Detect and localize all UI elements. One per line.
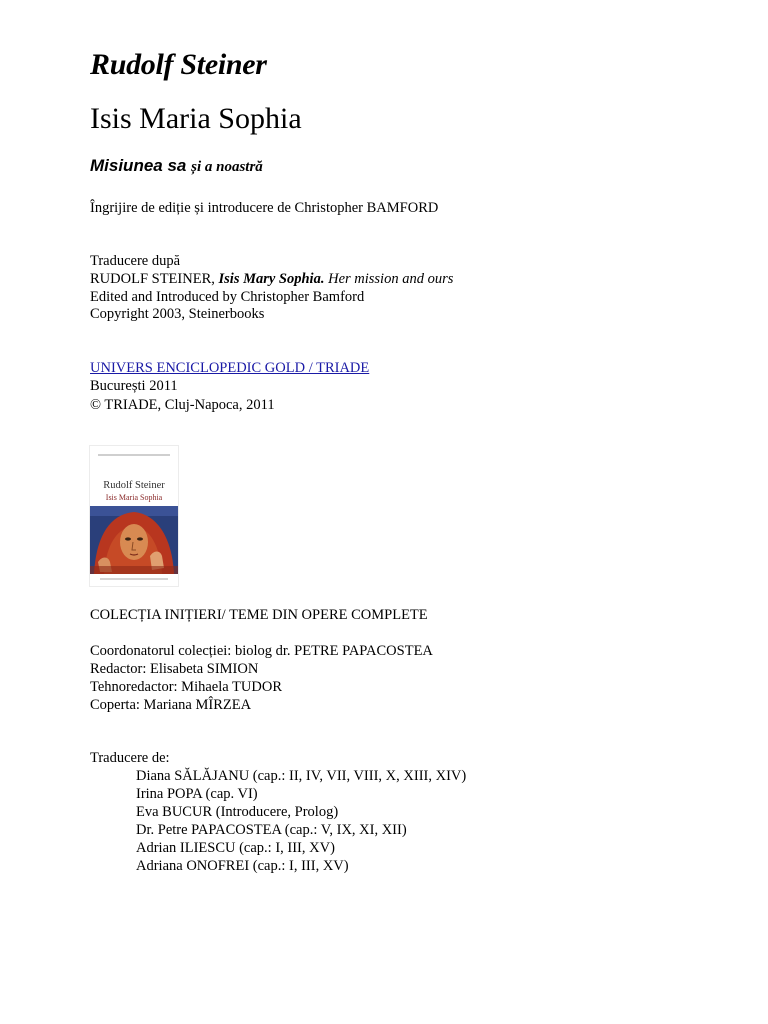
original-title: Isis Mary Sophia. (218, 271, 325, 287)
cover-title: Isis Maria Sophia (105, 493, 163, 502)
cover-icon-painting (90, 506, 178, 574)
editor-credit: Redactor: Elisabeta SIMION (90, 661, 259, 677)
original-edition-line (90, 270, 453, 288)
translation-source-label: Traducere după (90, 253, 181, 269)
publisher-link[interactable]: UNIVERS ENCICLOPEDIC GOLD / TRIADE (90, 360, 370, 376)
icon-painting-illustration (90, 506, 178, 574)
cover-author: Rudolf Steiner (103, 480, 165, 491)
typesetter-credit: Tehnoredactor: Mihaela TUDOR (90, 679, 282, 695)
translator-item: Dr. Petre PAPACOSTEA (cap.: V, IX, XI, XII) (136, 822, 407, 838)
original-edited-by: Edited and Introduced by Christopher Bamford (90, 289, 365, 305)
collection-coordinator: Coordonatorul colecției: biolog dr. PETRE PAPACOSTEA (90, 643, 433, 659)
original-copyright: Copyright 2003, Steinerbooks (90, 306, 265, 322)
translator-item: Adrian ILIESCU (cap.: I, III, XV) (136, 840, 335, 856)
cover-top-strip (98, 454, 170, 456)
translator-item: Irina POPA (cap. VI) (136, 786, 258, 802)
publisher-city-year: București 2011 (90, 378, 178, 394)
translator-item: Adriana ONOFREI (cap.: I, III, XV) (136, 858, 349, 874)
translators-label: Traducere de: (90, 750, 170, 766)
book-title: Isis Maria Sophia (90, 102, 302, 135)
original-prefix: RUDOLF STEINER, (90, 271, 219, 287)
author-heading: Rudolf Steiner (90, 48, 267, 81)
cover-designer-credit: Coperta: Mariana MÎRZEA (90, 697, 252, 713)
book-cover-image (90, 446, 178, 586)
editing-credit: Îngrijire de ediție și introducere de Christopher BAMFORD (90, 200, 439, 216)
subtitle-part-2: și a noastră (191, 159, 263, 175)
translator-item: Eva BUCUR (Introducere, Prolog) (136, 804, 339, 820)
book-subtitle (90, 154, 263, 179)
translator-item: Diana SĂLĂJANU (cap.: II, IV, VII, VIII, X, XIII, XIV) (136, 768, 467, 784)
original-subtitle: Her mission and ours (324, 271, 454, 287)
publisher-copyright: © TRIADE, Cluj-Napoca, 2011 (90, 397, 275, 413)
collection-name: COLECȚIA INIȚIERI/ TEME DIN OPERE COMPLETE (90, 607, 428, 623)
cover-bottom-strip (100, 578, 168, 580)
subtitle-part-1: Misiunea sa (90, 156, 192, 175)
